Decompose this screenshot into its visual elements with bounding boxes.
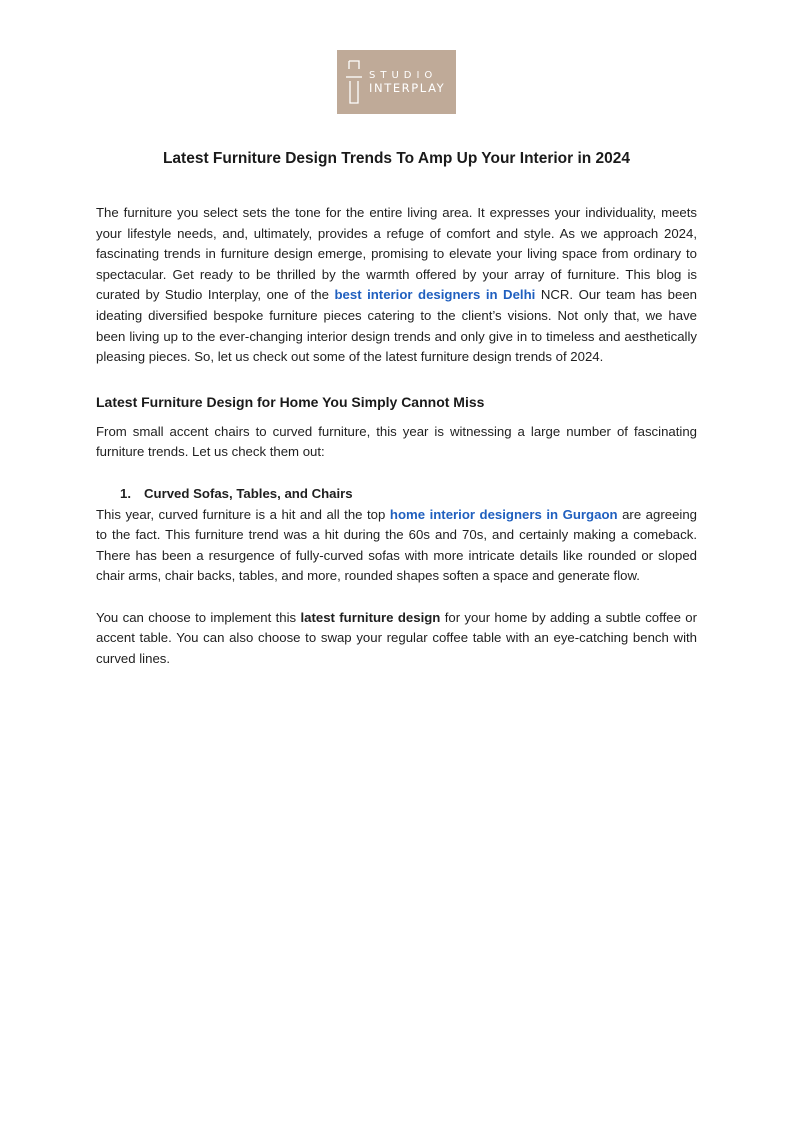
item-p2-text-end: for your home by adding a subtle coffee or accent table. You can also choose to swap your regular coffee table with an eye-catching bench with curved lines. [96, 609, 697, 666]
best-interior-designers-delhi-link[interactable]: best interior designers in Delhi [334, 287, 536, 303]
item-p2-bold-text: latest furniture design [300, 609, 441, 625]
section-heading: Latest Furniture Design for Home You Simply Cannot Miss [96, 393, 485, 410]
item-p1-text-start: This year, curved furniture is a hit and all the top [96, 506, 390, 522]
logo-line-interplay: INTERPLAY [369, 81, 446, 95]
list-item-number: 1. [120, 485, 131, 501]
intro-paragraph [96, 203, 697, 368]
list-item-title: Curved Sofas, Tables, and Chairs [144, 485, 353, 501]
section-intro-paragraph: From small accent chairs to curved furniture, this year is witnessing a large number of fascinating furniture trends. Let us check them out: [96, 423, 697, 460]
logo-line-studio: STUDIO [369, 70, 438, 81]
page-title: Latest Furniture Design Trends To Amp Up Your Interior in 2024 [162, 150, 631, 167]
intro-text-start: The furniture you select sets the tone for the entire living area. It expresses your individuality, meets your lifestyle needs, and, ultimately, provides a refuge of comfort and style. As we approach 2024, fascinating trends in furniture design emerge, promising to elevate your living space from ordinary to spectacular. Get ready to be thrilled by the warmth offered by your array of furniture. This blog is curated by Studio Interplay, one of the [96, 205, 697, 303]
intro-text-end: NCR. Our team has been ideating diversified bespoke furniture pieces catering to the client’s visions. Not only that, we have been living up to the ever-changing interior design trends and only give in to timeless and aesthetically pleasing pieces. So, let us check out some of the latest furniture design trends of 2024. [96, 287, 697, 365]
item-paragraph-1 [96, 505, 697, 587]
list-item-heading [96, 484, 697, 505]
item-p2-text-start: You can choose to implement this [96, 609, 301, 625]
logo-wordmark [369, 69, 445, 95]
logo-mark-icon [346, 59, 362, 105]
item-p1-text-end: are agreeing to the fact. This furniture trend was a hit during the 60s and 70s, and certainly making a comeback. There has been a resurgence of fully-curved sofas with more intricate details like rounded or sloped chair arms, chair backs, tables, and more, rounded shapes soften a space and generate flow. [96, 506, 697, 584]
home-interior-designers-gurgaon-link[interactable]: home interior designers in Gurgaon [389, 506, 618, 522]
item-paragraph-2 [96, 608, 697, 670]
studio-interplay-logo [337, 50, 456, 114]
article-body [96, 148, 697, 669]
